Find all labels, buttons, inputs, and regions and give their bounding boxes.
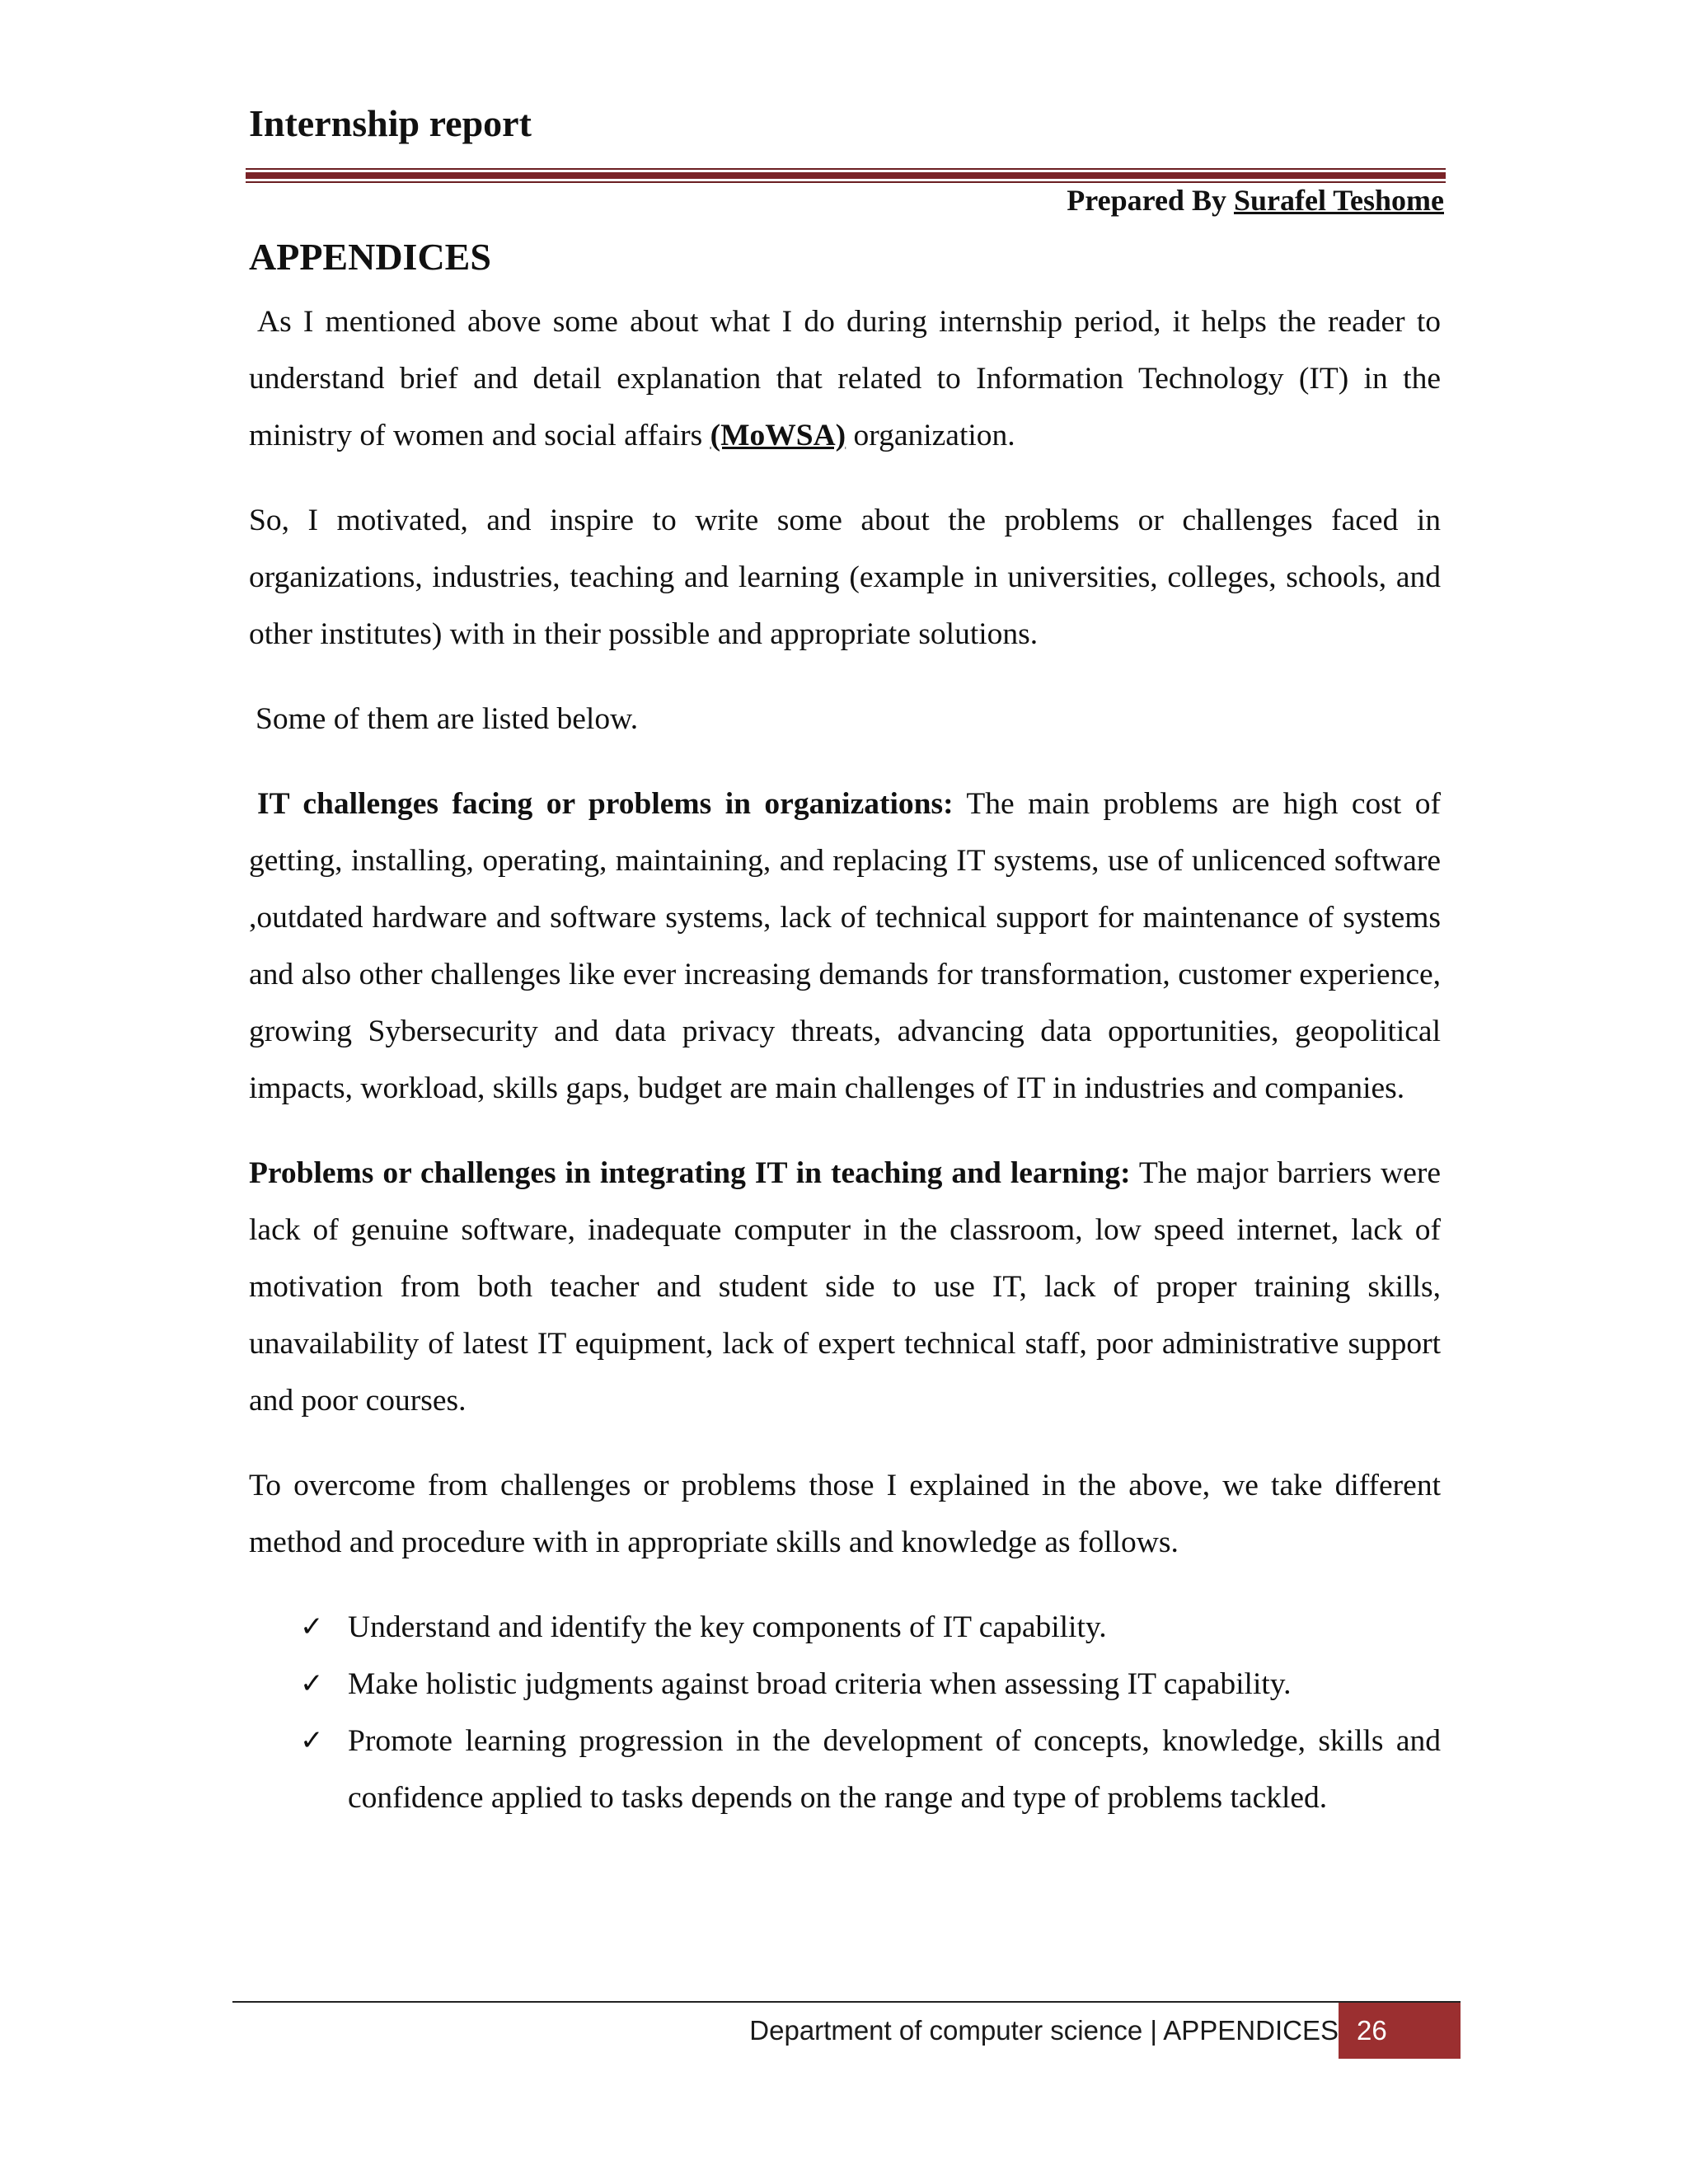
org-challenges-paragraph bbox=[249, 776, 1441, 1117]
body-content bbox=[249, 293, 1441, 1826]
list-item bbox=[249, 1713, 1441, 1826]
org-challenges-heading: IT challenges facing or problems in organizations: bbox=[257, 787, 954, 821]
header-rule-top bbox=[246, 168, 1446, 170]
page-number-box bbox=[1339, 2003, 1461, 2059]
list-item bbox=[249, 1599, 1441, 1656]
list-item-text: Make holistic judgments against broad criteria when assessing IT capability. bbox=[348, 1667, 1292, 1701]
listed-below-paragraph: Some of them are listed below. bbox=[256, 702, 639, 736]
teaching-challenges-paragraph bbox=[249, 1145, 1441, 1429]
list-item bbox=[249, 1656, 1441, 1713]
intro-text: As I mentioned above some about what I do during internship period, it helps the reader to understand brief and detail explanation that related to Information Technology (IT) in the ministry of women and social affairs bbox=[249, 305, 1441, 452]
author-name: Surafel Teshome bbox=[1233, 184, 1444, 217]
teaching-challenges-heading: Problems or challenges in integrating IT in teaching and learning: bbox=[249, 1156, 1131, 1190]
list-item-text: Promote learning progression in the development of concepts, knowledge, skills and confidence applied to tasks depends on the range and type of problems tackled. bbox=[348, 1724, 1441, 1815]
check-icon: ✓ bbox=[300, 1610, 324, 1643]
list-item-text: Understand and identify the key components of IT capability. bbox=[348, 1610, 1107, 1644]
checklist bbox=[249, 1599, 1441, 1826]
intro-paragraph bbox=[249, 293, 1441, 464]
org-challenges-text: The main problems are high cost of getting, installing, operating, maintaining, and replacing IT systems, use of unlicenced software ,outdated hardware and software systems, lack of technical support for maintenance of systems and also other challenges like ever increasing demands for transformation, customer experience, growing Sybersecurity and data privacy threats, advancing data opportunities, geopolitical impacts, workload, skills gaps, budget are main challenges of IT in industries and companies. bbox=[249, 787, 1441, 1105]
intro-abbreviation: (MoWSA) bbox=[710, 419, 846, 452]
check-icon: ✓ bbox=[300, 1667, 324, 1700]
teaching-challenges-text: The major barriers were lack of genuine software, inadequate computer in the classroom, low speed internet, lack of motivation from both teacher and student side to use IT, lack of proper training skills, unavailability of latest IT equipment, lack of expert technical staff, poor administrative support and poor courses. bbox=[249, 1156, 1441, 1418]
footer-text: Department of computer science | APPENDICES bbox=[749, 2015, 1339, 2046]
check-icon: ✓ bbox=[300, 1724, 324, 1757]
header-rule-thick bbox=[246, 172, 1446, 179]
footer-rule bbox=[232, 2001, 1461, 2003]
page-number: 26 bbox=[1357, 2015, 1387, 2046]
page-header-title: Internship report bbox=[249, 102, 532, 144]
section-heading: APPENDICES bbox=[249, 236, 491, 278]
prepared-by bbox=[1067, 180, 1444, 221]
motivation-paragraph: So, I motivated, and inspire to write some about the problems or challenges faced in organizations, industries, teaching and learning (example in universities, colleges, schools, and other institutes) with in their possible and appropriate solutions. bbox=[249, 504, 1441, 651]
overcome-paragraph: To overcome from challenges or problems those I explained in the above, we take different method and procedure with in appropriate skills and knowledge as follows. bbox=[249, 1469, 1441, 1559]
intro-end: organization. bbox=[846, 419, 1015, 452]
prepared-by-label: Prepared By bbox=[1067, 184, 1226, 217]
